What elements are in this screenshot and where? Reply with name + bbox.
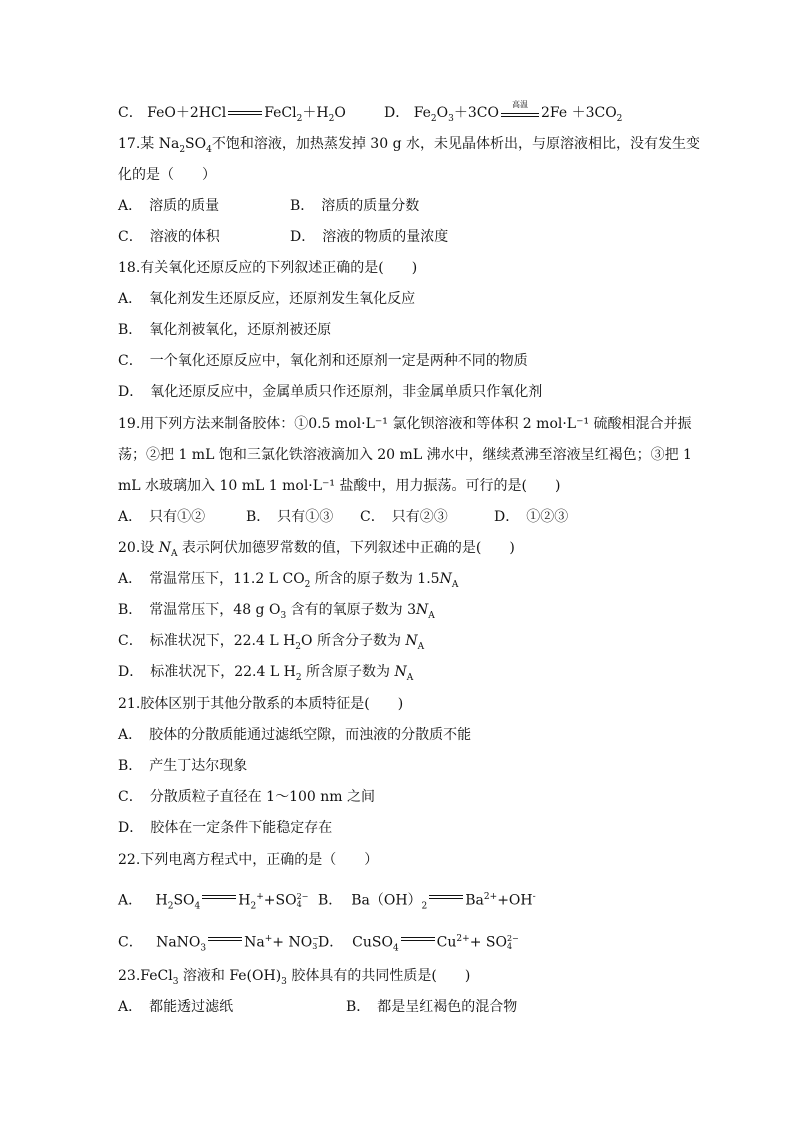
q17-option-d: D． 溶液的物质的量浓度: [290, 229, 449, 245]
q18-option-d: D． 氧化还原反应中，金属单质只作还原剂，非金属单质只作氧化剂: [118, 384, 543, 400]
q23-stem: 23.FeCl$_3$ 溶液和 $Fe(OH)_3$ 胶体具有的共同性质是( ): [118, 968, 471, 987]
q21-option-b: B． 产生丁达尔现象: [118, 758, 248, 774]
ion-charge-index: 2− 4: [506, 933, 519, 951]
q19-option-a: A． 只有①②: [118, 509, 206, 525]
q17-stem-line1: 17.某 $Na_2SO_4$不饱和溶液，加热蒸发掉 30 g 水，未见晶体析出，与原溶液相比，没有发生变: [118, 136, 700, 155]
q20-option-c: C． 标准状况下，22.4 L $H_2O$ 所含分子数为 $N_A$: [118, 633, 425, 652]
q23-option-a: A． 都能透过滤纸: [118, 999, 234, 1015]
ion-charge-index: − 3: [312, 933, 319, 951]
equals-sign: [208, 930, 242, 948]
q16-option-d: D． $Fe_2O_3+3CO$ 高温 $2Fe +3CO_2$: [384, 100, 623, 124]
q23-option-b: B． 都是呈红褐色的混合物: [346, 999, 518, 1015]
q20-stem: 20.设 $N_A$ 表示阿伏加德罗常数的值，下列叙述中正确的是( ): [118, 540, 515, 559]
q21-option-c: C． 分散质粒子直径在 1～100 nm 之间: [118, 789, 375, 805]
equals-sign: [228, 104, 262, 122]
q22-option-a: A． $H_2SO_4$ $H_2^++SO2-$ 4: [118, 888, 308, 915]
q18-stem: 18.有关氧化还原反应的下列叙述正确的是( ): [118, 260, 418, 276]
q19-stem-line1: 19.用下列方法来制备胶体：①0.5 mol·L⁻¹ 氯化钡溶液和等体积 2 mol·L⁻¹ 硫酸相混合并振: [118, 416, 692, 432]
q21-stem: 21.胶体区别于其他分散系的本质特征是( ): [118, 696, 404, 712]
q17-option-c: C． 溶液的体积: [118, 229, 220, 245]
equals-sign: [429, 888, 463, 906]
q22-option-c: C． NaNO$_3$ Na++ NO− 3: [118, 930, 319, 957]
q19-stem-line2: 荡；②把 1 mL 饱和三氯化铁溶液滴加入 20 mL 沸水中，继续煮沸至溶液呈红褐色；③把 1: [118, 447, 692, 463]
q17-option-a: A． 溶质的质量: [118, 198, 220, 214]
q22-stem: 22.下列电离方程式中，正确的是（ ）: [118, 852, 379, 868]
ion-charge-index: 2− 4: [296, 891, 309, 909]
equals-sign: [202, 888, 236, 906]
q19-option-c: C． 只有②③: [360, 509, 448, 525]
q18-option-b: B． 氧化剂被氧化，还原剂被还原: [118, 322, 332, 338]
q17-stem-line2: 化的是（ ）: [118, 167, 216, 183]
q21-option-a: A． 胶体的分散质能通过滤纸空隙，而浊液的分散质不能: [118, 727, 472, 743]
q20-option-a: A． 常温常压下，11.2 L $CO_2$ 所含的原子数为 $1.5N_A$: [118, 571, 459, 590]
q17-option-b: B． 溶质的质量分数: [290, 198, 420, 214]
q18-option-c: C． 一个氧化还原反应中，氧化剂和还原剂一定是两种不同的物质: [118, 353, 528, 369]
equals-sign: [401, 930, 435, 948]
q19-option-d: D． ①②③: [494, 509, 569, 525]
q16-options-cd: C． FeO＋2HCl $FeCl_2+H_2O$: [118, 105, 346, 124]
q19-option-b: B． 只有①③: [246, 509, 334, 525]
equals-condition: 高温: [501, 104, 539, 122]
q20-option-b: B． 常温常压下，48 g $O_3$ 含有的氧原子数为 $3N_A$: [118, 602, 435, 621]
q20-option-d: D． 标准状况下，22.4 L $H_2$ 所含原子数为 $N_A$: [118, 664, 414, 683]
q22-option-d: D． CuSO$_4$ $Cu^{2+}+ SO2-$ 4: [318, 930, 519, 957]
q18-option-a: A． 氧化剂发生还原反应，还原剂发生氧化反应: [118, 291, 416, 307]
q16-c-label: C．: [118, 105, 143, 121]
q21-option-d: D． 胶体在一定条件下能稳定存在: [118, 820, 333, 836]
q19-stem-line3: mL 水玻璃加入 10 mL 1 mol·L⁻¹ 盐酸中，用力振荡。可行的是( ): [118, 478, 561, 494]
q22-option-b: B． $Ba(OH)_2$ $Ba^{2+}+OH^-$: [318, 888, 536, 915]
